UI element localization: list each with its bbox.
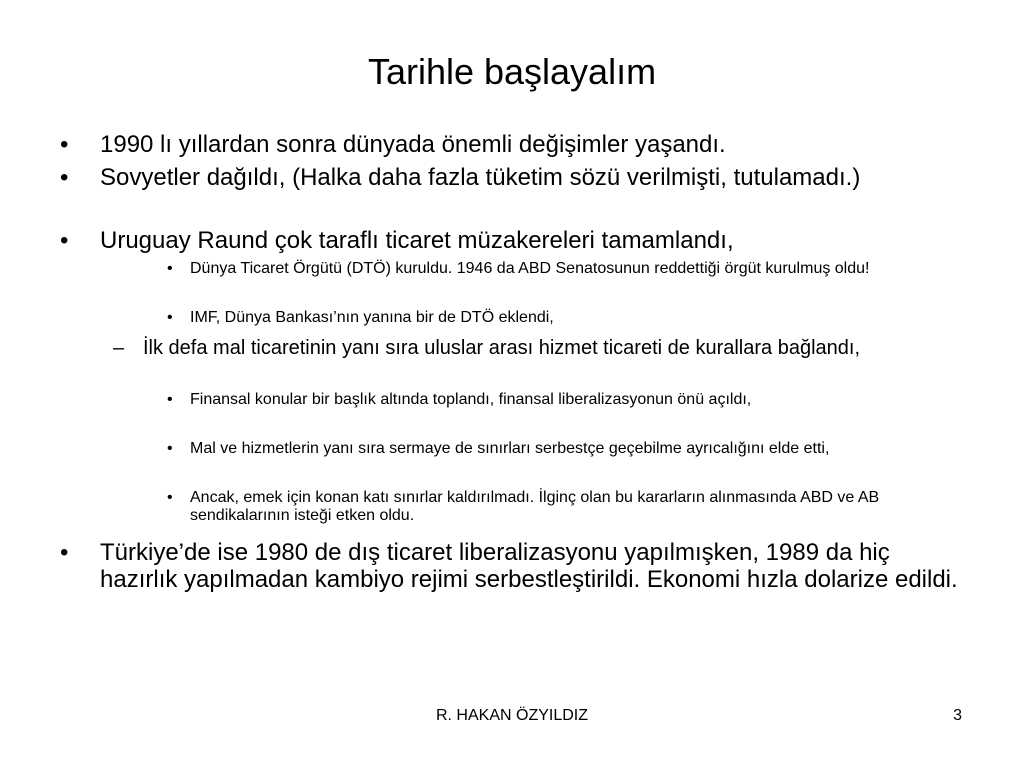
sub-bullet-item: [167, 309, 960, 327]
bullet-text: Mal ve hizmetlerin yanı sıra sermaye de sınırları serbestçe geçebilme ayrıcalığını elde etti,: [190, 440, 830, 457]
footer-author: R. HAKAN ÖZYILDIZ: [435, 707, 589, 724]
bullet-text: Ancak, emek için konan katı sınırlar kaldırılmadı. İlginç olan bu kararların alınmasında ABD ve AB sendikalarının isteği etken oldu.: [190, 489, 880, 524]
bullet-text: Sovyetler dağıldı, (Halka daha fazla tüketim sözü verilmişti, tutulamadı.): [100, 164, 861, 191]
bullet-text: Dünya Ticaret Örgütü (DTÖ) kuruldu. 1946 da ABD Senatosunun reddettiği örgüt kurulmuş oldu!: [190, 260, 870, 277]
sub-bullet-item: [167, 440, 960, 458]
sub-bullet-item: [167, 489, 960, 525]
bullet-marker: •: [167, 440, 173, 457]
bullet-marker: •: [167, 489, 173, 506]
sub-bullet-item: [167, 391, 960, 409]
bullet-marker: •: [60, 539, 69, 566]
bullet-text: IMF, Dünya Bankası’nın yanına bir de DTÖ eklendi,: [190, 309, 554, 326]
bullet-marker: •: [167, 260, 173, 277]
slide-number: 3: [953, 707, 962, 724]
bullet-marker: •: [60, 227, 69, 254]
bullet-text: Finansal konular bir başlık altında toplandı, finansal liberalizasyonun önü açıldı,: [190, 391, 752, 408]
bullet-marker: •: [167, 309, 173, 326]
sub-bullet-item: [167, 260, 960, 278]
slide-title: Tarihle başlayalım: [367, 51, 657, 92]
bullet-marker: •: [60, 164, 69, 191]
bullet-text: Uruguay Raund çok taraflı ticaret müzakereleri tamamlandı,: [100, 227, 734, 254]
bullet-marker: •: [167, 391, 173, 408]
bullet-text: 1990 lı yıllardan sonra dünyada önemli değişimler yaşandı.: [100, 131, 726, 158]
bullet-item: [60, 539, 960, 593]
dash-marker: –: [113, 337, 125, 359]
bullet-text: İlk defa mal ticaretinin yanı sıra uluslar arası hizmet ticareti de kurallara bağlandı,: [143, 337, 861, 359]
dash-item: [113, 337, 963, 360]
bullet-text: Türkiye’de ise 1980 de dış ticaret liberalizasyonu yapılmışken, 1989 da hiç hazırlık yapılmadan kambiyo rejimi serbestleştirildi. Ekonomi hızla dolarize edildi.: [100, 539, 958, 593]
bullet-item: [60, 131, 960, 158]
bullet-item: [60, 227, 960, 254]
bullet-item: [60, 164, 960, 191]
bullet-marker: •: [60, 131, 69, 158]
